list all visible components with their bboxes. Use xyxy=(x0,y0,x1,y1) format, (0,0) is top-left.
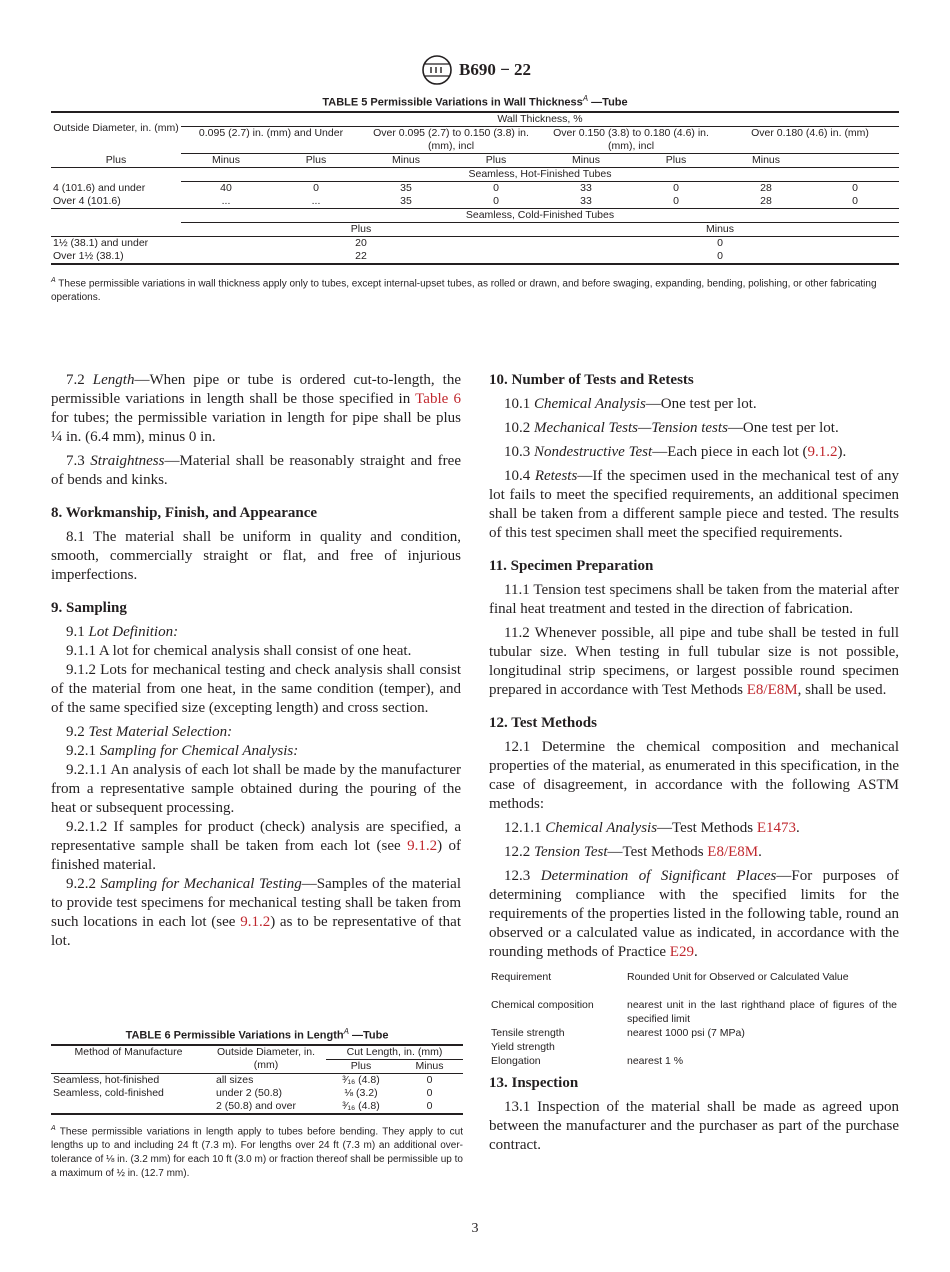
ref-9-1-2-link[interactable]: 9.1.2 xyxy=(240,914,271,930)
table5-range-header: Over 0.095 (2.7) to 0.150 (3.8) in. (mm), incl xyxy=(373,127,529,152)
table5-section-cold: Seamless, Cold-Finished Tubes xyxy=(181,209,899,223)
table-row: Chemical composition nearest unit in the last righthand place of figures of the specified limit xyxy=(491,999,897,1025)
e1473-link[interactable]: E1473 xyxy=(756,820,796,836)
section-heading-8: 8. Workmanship, Finish, and Appearance xyxy=(51,505,318,521)
table5-subheader: Minus xyxy=(721,154,811,168)
table5-subheader: Plus xyxy=(631,154,721,168)
table5-wall-header: Wall Thickness, % xyxy=(181,112,899,127)
paragraph-9-1-2: 9.1.2 Lots for mechanical testing and check analysis shall consist of the material from one heat, in the same condition (temper), and of the same specified size (excepting length) and cross section. xyxy=(51,662,461,716)
table6-method-header: Method of Manufacture xyxy=(74,1046,183,1058)
table6-plus-header: Plus xyxy=(350,1060,372,1072)
table5-subheader: Plus xyxy=(271,154,361,168)
table6-od-header: Outside Diameter, in. (mm) xyxy=(216,1046,316,1071)
paragraph-9-2: 9.2 Test Material Selection: xyxy=(66,724,233,740)
table-row: Elongation nearest 1 % xyxy=(491,1055,684,1067)
left-column xyxy=(51,371,461,951)
ref-9-1-2-link[interactable]: 9.1.2 xyxy=(807,444,838,460)
table5-cold-plus-header: Plus xyxy=(350,223,372,235)
section-heading-12: 12. Test Methods xyxy=(489,715,597,731)
ref-9-1-2-link[interactable]: 9.1.2 xyxy=(407,838,438,854)
paragraph-9-2-1-2: 9.2.1.2 If samples for product (check) analysis are specified, a representative sample shall be taken from each lot (see 9.1.2) of finished material. xyxy=(51,819,461,873)
paragraph-8-1: 8.1 The material shall be uniform in quality and condition, smooth, commercially straight or flat, and free of injurious imperfections. xyxy=(51,529,461,583)
paragraph-12-1-1: 12.1.1 Chemical Analysis—Test Methods E1473. xyxy=(504,820,800,836)
table5-subheader: Minus xyxy=(541,154,631,168)
paragraph-13-1: 13.1 Inspection of the material shall be made as agreed upon between the manufacturer and the purchaser as part of the purchase contract. xyxy=(489,1099,899,1153)
paragraph-11-2: 11.2 Whenever possible, all pipe and tube shall be tested in full tubular size. When testing in full tubular size is not possible, longitudinal strip specimens, or largest possible round specimen prepared in accordance with Test Methods E8/E8M, shall be used. xyxy=(489,625,899,698)
table5 xyxy=(51,111,899,265)
table-row: Over 4 (101.6) ... ... 35 0 33 0 28 0 xyxy=(51,195,899,209)
table5-subheader: Minus xyxy=(361,154,451,168)
table6-link[interactable]: Table 6 xyxy=(415,391,461,407)
table5-subheader: Plus xyxy=(105,153,127,166)
e29-link[interactable]: E29 xyxy=(669,944,694,960)
paragraph-9-1-1: 9.1.1 A lot for chemical analysis shall consist of one heat. xyxy=(66,643,412,659)
document-designation: B690 − 22 xyxy=(458,60,532,79)
section-heading-9: 9. Sampling xyxy=(51,600,127,616)
astm-logo-icon xyxy=(419,54,455,86)
page-number: 3 xyxy=(471,1221,479,1236)
paragraph-10-1: 10.1 Chemical Analysis—One test per lot. xyxy=(504,396,757,412)
table-row: Seamless, cold-finished under 2 (50.8) ⅛ (3.2) 0 xyxy=(53,1087,433,1099)
paragraph-10-2: 10.2 Mechanical Tests—Tension tests—One test per lot. xyxy=(504,420,839,436)
paragraph-9-2-2: 9.2.2 Sampling for Mechanical Testing—Samples of the material to provide test specimens for mechanical testing shall be taken from such locations in each lot (see 9.1.2) as to be representative of that lot. xyxy=(51,876,462,949)
right-column xyxy=(489,371,899,1160)
section-heading-13: 13. Inspection xyxy=(489,1075,579,1091)
table5-range-header: Over 0.150 (3.8) to 0.180 (4.6) in. (mm), incl xyxy=(553,127,709,152)
table6-minus-header: Minus xyxy=(415,1060,444,1072)
table6 xyxy=(51,1044,463,1115)
e8-e8m-link[interactable]: E8/E8M xyxy=(746,682,798,698)
rounding-table xyxy=(489,970,899,1068)
e8-e8m-link[interactable]: E8/E8M xyxy=(707,844,759,860)
table-row: Yield strength xyxy=(491,1041,555,1053)
table-row: Seamless, hot-finished all sizes ³⁄₁₆ (4.8) 0 xyxy=(51,1074,463,1088)
table6-title: TABLE 6 Permissible Variations in Length$^A$ —Tube xyxy=(125,1027,389,1042)
section-heading-10: 10. Number of Tests and Retests xyxy=(489,372,694,388)
paragraph-9-2-1: 9.2.1 Sampling for Chemical Analysis: xyxy=(66,743,299,759)
rounding-requirement-header: Requirement xyxy=(491,971,552,983)
table5-subheader: Plus xyxy=(451,154,541,168)
paragraph-11-1: 11.1 Tension test specimens shall be taken from the material after final heat treatment and tested in the direction of fabrication. xyxy=(489,582,899,617)
table-row: 1½ (38.1) and under 20 0 xyxy=(53,237,723,249)
table-row: 4 (101.6) and under 40 0 35 0 33 0 28 0 xyxy=(53,181,858,194)
table-row: Over 1½ (38.1) 22 0 xyxy=(51,250,899,264)
table5-footnote: $^A$ These permissible variations in wall thickness apply only to tubes, except internal-upset tubes, as rolled or drawn, and before swaging, expanding, bending, polishing, or other fabricating operations. xyxy=(51,277,877,304)
paragraph-10-3: 10.3 Nondestructive Test—Each piece in each lot (9.1.2). xyxy=(504,444,847,460)
table5-title: TABLE 5 Permissible Variations in Wall Thickness$^A$ —Tube xyxy=(322,94,628,109)
rounding-unit-header: Rounded Unit for Observed or Calculated Value xyxy=(627,971,849,983)
table5-range-header: 0.095 (2.7) in. (mm) and Under xyxy=(198,127,344,139)
table6-footnote: $^A$ These permissible variations in length apply to tubes before bending. They apply to cut lengths up to and including 24 ft (7.3 m). For lengths over 24 ft (7.3 m) an additional over-tolerance of ⅛ in. (3.2 mm) for each 10 ft (3.0 m) or fraction thereof shall be permissible up to a maximum of ½ in. (12.7 mm). xyxy=(51,1125,463,1180)
paragraph-12-1: 12.1 Determine the chemical composition and mechanical properties of the material, as enumerated in this specification, in the case of disagreement, in accordance with the following ASTM methods: xyxy=(489,739,899,812)
table6-cut-header: Cut Length, in. (mm) xyxy=(326,1045,463,1060)
table-row: 2 (50.8) and over ³⁄₁₆ (4.8) 0 xyxy=(51,1100,463,1114)
paragraph-7-3: 7.3 Straightness—Material shall be reasonably straight and free of bends and kinks. xyxy=(51,453,461,488)
page-header xyxy=(0,54,950,86)
paragraph-9-2-1-1: 9.2.1.1 An analysis of each lot shall be made by the manufacturer from a representative sample obtained during the pouring of the heat or subsequent processing. xyxy=(51,762,461,816)
paragraph-7-2: 7.2 Length—When pipe or tube is ordered cut-to-length, the permissible variations in length shall be those specified in Table 6 for tubes; the permissible variation in length for pipe shall be plus ¼ in. (6.4 mm), minus 0 in. xyxy=(51,372,461,445)
paragraph-9-1: 9.1 Lot Definition: xyxy=(66,624,179,640)
table5-subheader: Minus xyxy=(181,154,271,168)
table5-cold-minus-header: Minus xyxy=(705,223,734,235)
table5-od-header: Outside Diameter, in. (mm) xyxy=(53,122,179,134)
paragraph-12-3: 12.3 Determination of Significant Places—For purposes of determining compliance with the specified limits for the requirements of the properties listed in the following table, round an observed or a calculated value as indicated, in accordance with the rounding methods of Practice E29. xyxy=(489,868,899,960)
table5-range-header: Over 0.180 (4.6) in. (mm) xyxy=(751,127,869,139)
paragraph-10-4: 10.4 Retests—If the specimen used in the mechanical test of any lot fails to meet the specified requirements, an additional specimen shall be taken from a different sample piece and tested. The results of this test specimen shall meet the specified requirements. xyxy=(489,468,899,541)
section-heading-11: 11. Specimen Preparation xyxy=(489,558,654,574)
paragraph-12-2: 12.2 Tension Test—Test Methods E8/E8M. xyxy=(504,844,762,860)
table5-section-hot: Seamless, Hot-Finished Tubes xyxy=(181,168,899,182)
table-row: Tensile strength nearest 1000 psi (7 MPa) xyxy=(491,1027,745,1039)
